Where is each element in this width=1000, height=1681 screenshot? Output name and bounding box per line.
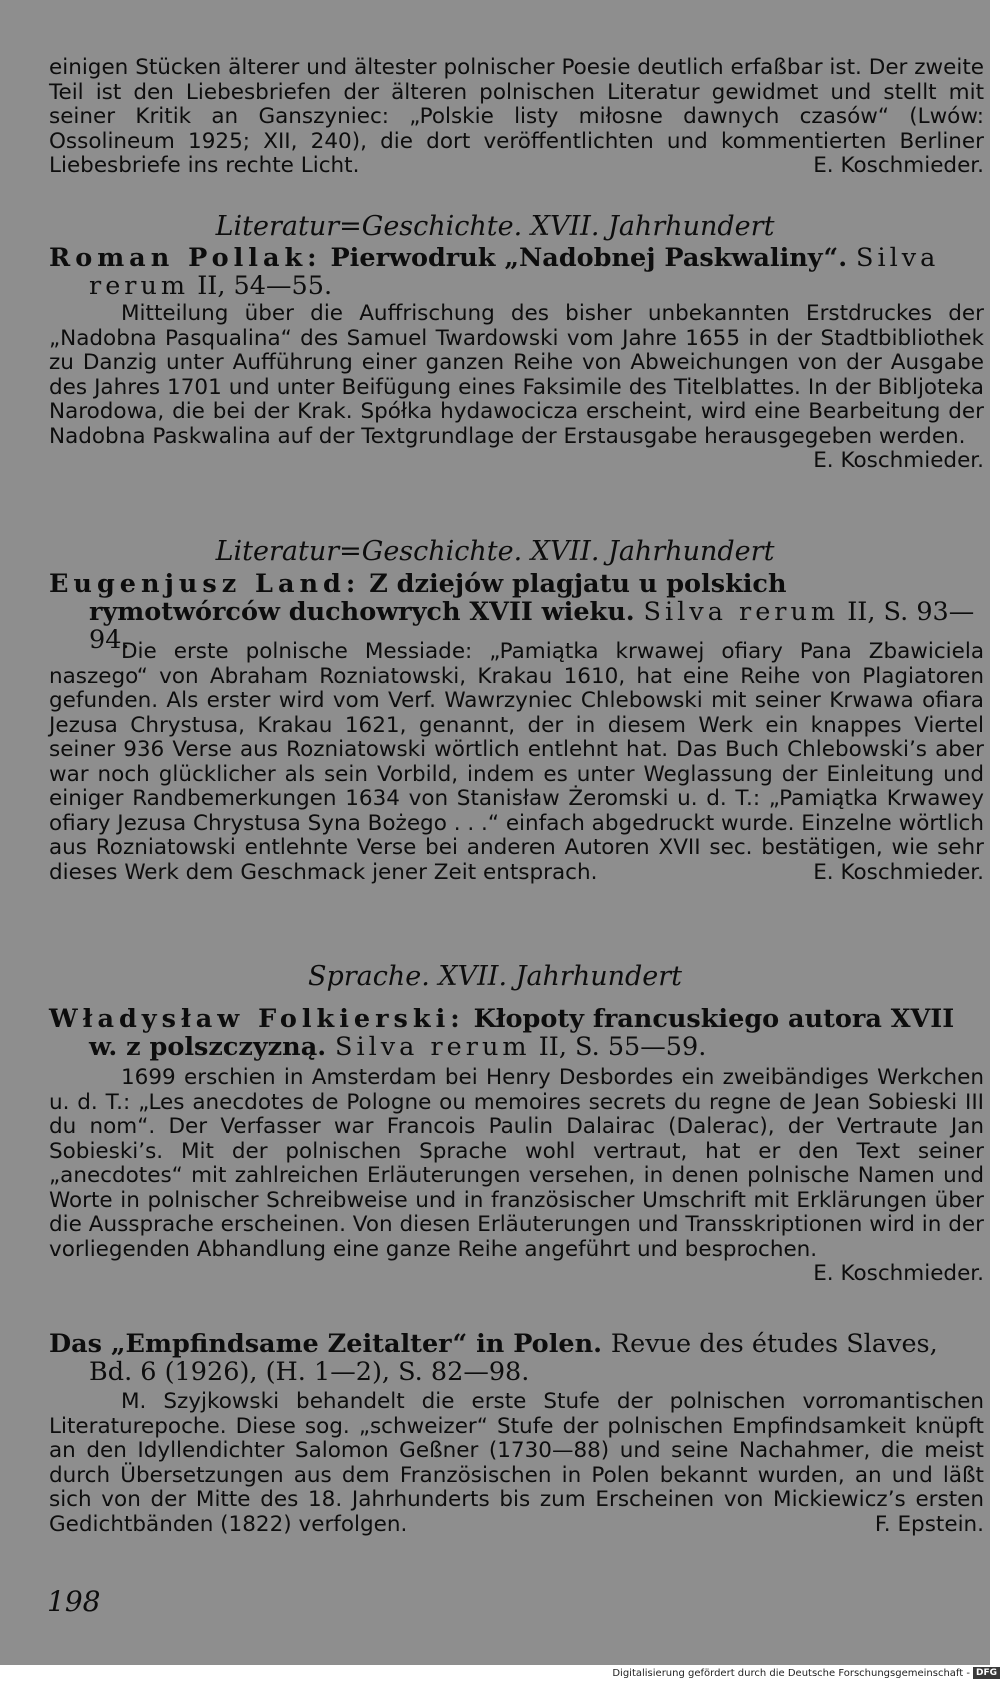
entry-author: Roman Pollak: xyxy=(49,243,322,273)
entry-signature: E. Koschmieder. xyxy=(813,1261,984,1286)
entry-source-journal: Silva rerum xyxy=(335,1032,531,1062)
section-heading-1: Literatur=Geschichte. XVII. Jahrhundert xyxy=(215,211,775,242)
entry-author: Władysław Folkierski: xyxy=(49,1004,465,1034)
digitization-credit xyxy=(560,1666,1000,1681)
entry-source-journal: Revue des études Slaves, xyxy=(610,1329,938,1359)
entry-heading-1 xyxy=(49,244,984,300)
entry-body-2 xyxy=(49,640,984,885)
entry-body-3 xyxy=(49,1066,984,1287)
entry-source-journal: Silva rerum xyxy=(643,597,840,627)
section-heading-2: Literatur=Geschichte. XVII. Jahrhundert xyxy=(215,536,775,567)
entry-signature: E. Koschmieder. xyxy=(813,448,984,473)
entry-source-ref: II, S. 55—59. xyxy=(538,1032,707,1062)
entry-body-text: 1699 erschien in Amsterdam bei Henry Desbordes ein zweibändiges Werkchen u. d. T.: „Les anecdotes de Pologne ou memoires secrets du regne de Jean Sobieski III du nom“. Der Verfasser war Francois Paulin Dalairac (Dalerac), der Vertraute Jan Sobieski’s. Mit der polnischen Sprache wohl vertraut, hat er den Text seiner „anecdotes“ mit zahlreichen Erläuterungen versehen, in denen polnische Namen und Worte in polnischer Schreibweise und in französischer Umschrift mit Erklärungen über die Aussprache erscheinen. Von diesen Erläuterungen und Transskriptionen wird in der vorliegenden Abhandlung eine ganze Reihe angeführt und besprochen. xyxy=(49,1065,984,1262)
entry-body-text: M. Szyjkowski behandelt die erste Stufe der polnischen vorromantischen Literaturepoche. Diese sog. „schweizer“ Stufe der polnischen Empfindsamkeit knüpft an den Idyllendichter Salomon Geßner (1730—88) und seine Nachahmer, die meist durch Übersetzungen aus dem Französischen in Polen bekannt wurden, an und läßt sich von der Mitte des 18. Jahrhunderts bis zum Erscheinen von Mickiewicz’s ersten Gedichtbänden (1822) verfolgen. xyxy=(49,1389,984,1537)
entry-heading-3 xyxy=(49,1005,984,1061)
entry-body-1 xyxy=(49,302,984,474)
entry-source-journal: Silva rerum xyxy=(89,243,940,301)
intro-paragraph xyxy=(49,56,984,179)
entry-source-ref: Bd. 6 (1926), (H. 1—2), S. 82—98. xyxy=(89,1357,530,1387)
entry-signature: F. Epstein. xyxy=(874,1511,984,1537)
entry-title: Kłopoty francuskiego autora XVII w. z polszczyzną. xyxy=(89,1004,955,1062)
dfg-logo: DFG xyxy=(973,1667,1000,1679)
section-heading-3: Sprache. XVII. Jahrhundert xyxy=(307,961,683,992)
intro-text: einigen Stücken älterer und ältester polnischer Poesie deutlich erfaßbar ist. Der zweite Teil ist den Liebesbriefen der älteren polnischen Literatur gewidmet und stellt mit seiner Kritik an Ganszyniec: „Polskie listy miłosne dawnych czasów“ (Lwów: Ossolineum 1925; XII, 240), die dort veröffentlichten und kommentierten Berliner Liebesbriefe ins rechte Licht. xyxy=(49,55,984,178)
entry-title: Pierwodruk „Nadobnej Paskwaliny“. xyxy=(330,243,848,273)
page-number: 198 xyxy=(47,1585,101,1618)
entry-title: Das „Empfindsame Zeitalter“ in Polen. xyxy=(49,1329,603,1359)
entry-title: Z dziejów plagjatu u polskich rymotwórców duchowrych XVII wieku. xyxy=(89,569,787,627)
entry-signature: E. Koschmieder. xyxy=(813,859,984,885)
entry-body-4 xyxy=(49,1390,984,1537)
entry-source-ref: II, S. 93—94. xyxy=(89,597,975,655)
credit-text: Digitalisierung gefördert durch die Deutsche Forschungsgemeinschaft - xyxy=(612,1668,970,1679)
entry-body-text: Die erste polnische Messiade: „Pamiątka krwawej ofiary Pana Zbawiciela naszego“ von Abraham Rozniatowski, Krakau 1610, hat eine Reihe von Plagiatoren gefunden. Als erster wird vom Verf. Wawrzyniec Chlebowski mit seiner Krwawa ofiara Jezusa Chrystusa, Krakau 1621, genannt, der in diesem Werk ein knappes Viertel seiner 936 Verse aus Rozniatowski wörtlich entlehnt hat. Das Buch Chlebowski’s aber war noch glücklicher als sein Vorbild, indem es unter Weglassung der Einleitung und einiger Randbemerkungen 1634 von Stanisław Żeromski u. d. T.: „Pamiątka Krwawey ofiary Jezusa Chrystusa Syna Bożego . . .“ einfach abgedruckt wurde. Einzelne wörtlich aus Rozniatowski entlehnte Verse bei anderen Autoren XVII sec. bestätigen, wie sehr dieses Werk dem Geschmack jener Zeit entsprach. xyxy=(49,639,985,885)
entry-body-text: Mitteilung über die Auffrischung des bisher unbekannten Erstdruckes der „Nadobna Pasqualina“ des Samuel Twardowski vom Jahre 1655 in der Stadtbibliothek zu Danzig unter Aufführung einer ganzen Reihe von Abweichungen von der Ausgabe des Jahres 1701 und unter Beifügung eines Faksimile des Titelblattes. In der Bibljoteka Narodowa, die bei der Krak. Spółka hydawocicza erscheint, wird eine Bearbeitung der Nadobna Paskwalina auf der Textgrundlage der Erstausgabe herausgegeben werden. xyxy=(49,301,984,449)
intro-signature: E. Koschmieder. xyxy=(813,153,984,178)
entry-source-ref: II, 54—55. xyxy=(197,271,333,301)
entry-author: Eugenjusz Land: xyxy=(49,569,361,599)
entry-heading-4 xyxy=(49,1330,984,1386)
